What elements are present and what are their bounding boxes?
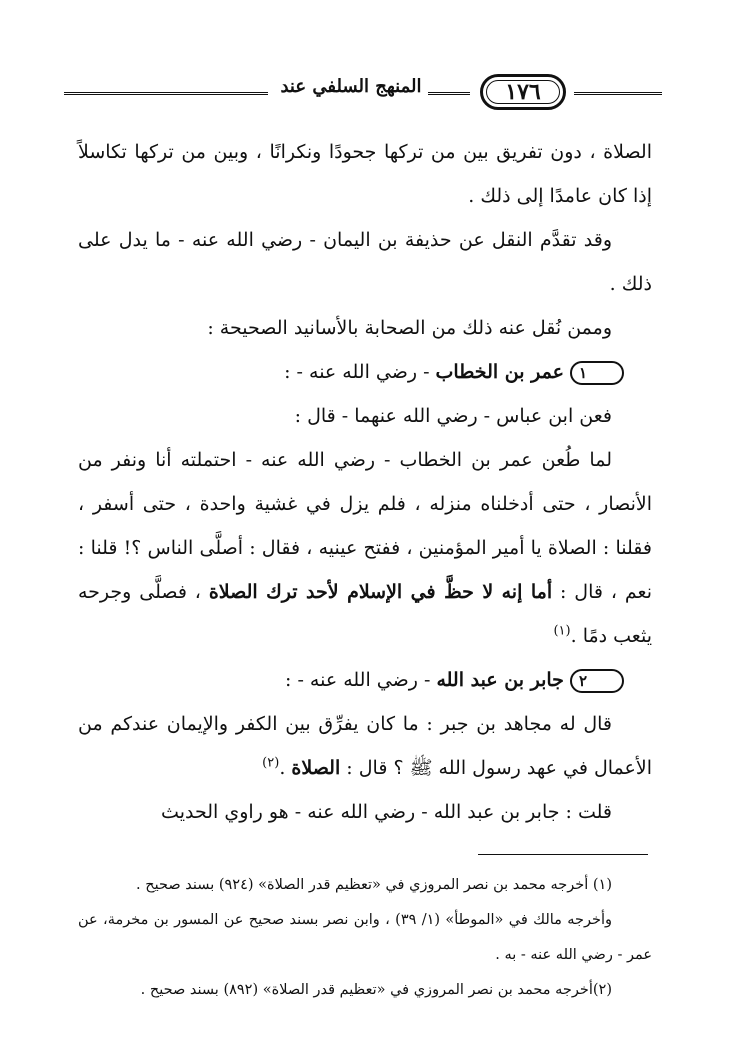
- section-name-1: عمر بن الخطاب: [435, 361, 564, 383]
- section-heading-1: [78, 350, 652, 394]
- footnotes: [78, 868, 652, 1008]
- section-rest-1: - رضي الله عنه - :: [284, 361, 436, 383]
- section-rest-2: - رضي الله عنه - :: [285, 669, 437, 691]
- page-number: ١٧٦: [505, 79, 541, 105]
- footnote-1-continued: وأخرجه مالك في «الموطأ» (١/ ٣٩) ، وابن نصر بسند صحيح عن المسور بن مخرمة، عن عمر - رضي الله عنه - به .: [78, 912, 652, 963]
- page-header: [64, 70, 664, 122]
- header-rule-right: [574, 92, 662, 95]
- paragraph-5-end: ، فصلَّى وجرحه يثعب دمًا .: [78, 581, 652, 647]
- section-heading-2: [78, 658, 652, 702]
- paragraph-6: [78, 702, 652, 790]
- paragraph-5-quote: أما إنه لا حظَّ في الإسلام لأحد ترك الصلاة: [208, 581, 553, 603]
- body-text: [78, 130, 652, 834]
- paragraph-6-answer: الصلاة: [291, 757, 341, 779]
- paragraph-6-start: قال له مجاهد بن جبر : ما كان يفرِّق بين الكفر والإيمان عندكم من الأعمال في عهد رسول الله ﷺ ؟ قال :: [78, 713, 652, 779]
- header-rule-left: [64, 92, 268, 95]
- paragraph-5-start: لما طُعن عمر بن الخطاب - رضي الله عنه - احتملته أنا ونفر من الأنصار ، حتى أدخلناه منزله ، فلم يزل في غشية واحدة ، حتى أسفر ، فقلنا : الصلاة يا أمير المؤمنين ، ففتح عينيه ، فقال : أصلَّى الناس ؟! قلنا : نعم ، قال :: [78, 449, 652, 603]
- header-rule-middle: [428, 92, 470, 95]
- footnote-marker-2: (٢): [262, 755, 280, 771]
- footnote-marker-1: (١): [553, 623, 571, 639]
- section-number-2: ٢: [570, 669, 624, 693]
- paragraph-6-end: .: [279, 757, 292, 779]
- paragraph-3: وممن نُقل عنه ذلك من الصحابة بالأسانيد الصحيحة :: [207, 317, 612, 339]
- paragraph-4: فعن ابن عباس - رضي الله عنهما - قال :: [294, 405, 612, 427]
- page-number-badge: [480, 74, 566, 110]
- footnote-1: (١) أخرجه محمد بن نصر المروزي في «تعظيم قدر الصلاة» (٩٢٤) بسند صحيح .: [136, 877, 612, 893]
- section-name-2: جابر بن عبد الله: [436, 669, 564, 691]
- paragraph-7: قلت : جابر بن عبد الله - رضي الله عنه - هو راوي الحديث: [161, 801, 612, 823]
- paragraph-1: الصلاة ، دون تفريق بين من تركها جحودًا ونكرانًا ، وبين من تركها تكاسلاً إذا كان عامدًا إلى ذلك .: [78, 141, 652, 207]
- footnote-2: (٢)أخرجه محمد بن نصر المروزي في «تعظيم قدر الصلاة» (٨٩٢) بسند صحيح .: [140, 982, 612, 998]
- footnote-separator: [478, 854, 648, 855]
- section-number-1: ١: [570, 361, 624, 385]
- paragraph-2: وقد تقدَّم النقل عن حذيفة بن اليمان - رضي الله عنه - ما يدل على ذلك .: [78, 229, 652, 295]
- paragraph-5: [78, 438, 652, 658]
- running-title: المنهج السلفي عند: [280, 76, 422, 97]
